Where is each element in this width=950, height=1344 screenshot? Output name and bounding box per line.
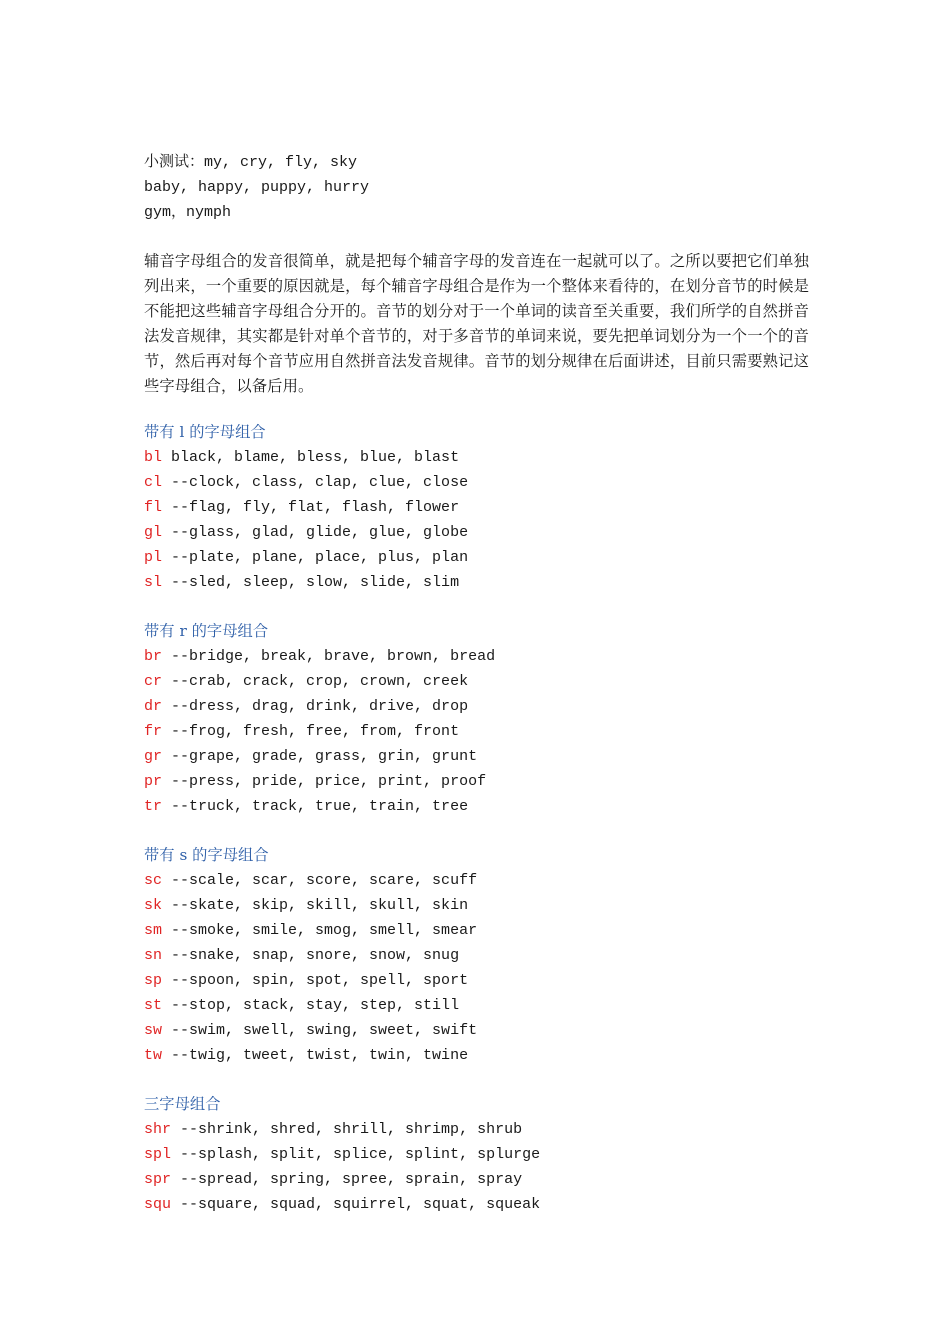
section-r-combos	[144, 619, 809, 819]
combo-row	[144, 1167, 809, 1192]
example-words: --snake, snap, snore, snow, snug	[162, 947, 460, 964]
combo-letters: sc	[144, 872, 163, 889]
combo-row	[144, 470, 809, 495]
example-words: --grape, grade, grass, grin, grunt	[162, 748, 478, 765]
section-three-letter-combos	[144, 1092, 809, 1217]
example-words: --plate, plane, place, plus, plan	[162, 549, 469, 566]
quiz-block	[144, 150, 809, 225]
example-words: --truck, track, true, train, tree	[162, 798, 469, 815]
combo-row	[144, 744, 809, 769]
example-words: --shrink, shred, shrill, shrimp, shrub	[171, 1121, 523, 1138]
combo-letters: gl	[144, 524, 163, 541]
combo-row	[144, 545, 809, 570]
example-words: --skate, skip, skill, skull, skin	[162, 897, 469, 914]
example-words: --splash, split, splice, splint, splurge	[171, 1146, 541, 1163]
combo-letters: cr	[144, 673, 163, 690]
combo-letters: sp	[144, 972, 163, 989]
combo-letters: squ	[144, 1196, 172, 1213]
example-words: --flag, fly, flat, flash, flower	[162, 499, 460, 516]
combo-row	[144, 918, 809, 943]
combo-row	[144, 1142, 809, 1167]
example-words: --spoon, spin, spot, spell, sport	[162, 972, 469, 989]
example-words: --bridge, break, brave, brown, bread	[162, 648, 496, 665]
combo-row	[144, 1192, 809, 1217]
section-s-combos	[144, 843, 809, 1068]
combo-row	[144, 1018, 809, 1043]
intro-paragraph: 辅音字母组合的发音很简单，就是把每个辅音字母的发音连在一起就可以了。之所以要把它们单独列出来，一个重要的原因就是，每个辅音字母组合是作为一个整体来看待的，在划分音节的时候是不能把这些辅音字母组合分开的。音节的划分对于一个单词的读音至关重要，我们所学的自然拼音法发音规律，其实都是针对单个音节的，对于多音节的单词来说，要先把单词划分为一个一个的音节，然后再对每个音节应用自然拼音法发音规律。音节的划分规律在后面讲述，目前只需要熟记这些字母组合，以备后用。	[144, 252, 809, 395]
example-words: --square, squad, squirrel, squat, squeak	[171, 1196, 541, 1213]
combo-row	[144, 570, 809, 595]
quiz-line: baby, happy, puppy, hurry	[144, 179, 370, 196]
example-words: --frog, fresh, free, from, front	[162, 723, 460, 740]
example-words: --swim, swell, swing, sweet, swift	[162, 1022, 478, 1039]
example-words: --dress, drag, drink, drive, drop	[162, 698, 469, 715]
combo-row	[144, 943, 809, 968]
document-page	[144, 150, 809, 1241]
combo-row	[144, 769, 809, 794]
combo-letters: bl	[144, 449, 163, 466]
combo-row	[144, 520, 809, 545]
combo-letters: gr	[144, 748, 163, 765]
example-words: --spread, spring, spree, sprain, spray	[171, 1171, 523, 1188]
combo-row	[144, 893, 809, 918]
combo-letters: pl	[144, 549, 163, 566]
combo-letters: spr	[144, 1171, 172, 1188]
example-words: --press, pride, price, print, proof	[162, 773, 487, 790]
example-words: --smoke, smile, smog, smell, smear	[162, 922, 478, 939]
example-words: --sled, sleep, slow, slide, slim	[162, 574, 460, 591]
combo-letters: br	[144, 648, 163, 665]
example-words: --glass, glad, glide, glue, globe	[162, 524, 469, 541]
combo-row	[144, 719, 809, 744]
example-words: --twig, tweet, twist, twin, twine	[162, 1047, 469, 1064]
combo-row	[144, 968, 809, 993]
combo-letters: shr	[144, 1121, 172, 1138]
combo-letters: sl	[144, 574, 163, 591]
combo-letters: st	[144, 997, 163, 1014]
combo-row	[144, 993, 809, 1018]
combo-row	[144, 1043, 809, 1068]
combo-letters: fl	[144, 499, 163, 516]
quiz-line: gym，nymph	[144, 204, 232, 221]
combo-row	[144, 868, 809, 893]
example-words: black, blame, bless, blue, blast	[162, 449, 460, 466]
combo-row	[144, 669, 809, 694]
combo-row	[144, 794, 809, 819]
combo-letters: pr	[144, 773, 163, 790]
combo-letters: tr	[144, 798, 163, 815]
combo-letters: dr	[144, 698, 163, 715]
section-heading: 带有 s 的字母组合	[144, 846, 269, 864]
example-words: --crab, crack, crop, crown, creek	[162, 673, 469, 690]
combo-letters: fr	[144, 723, 163, 740]
section-heading: 带有 l 的字母组合	[144, 423, 266, 441]
combo-row	[144, 644, 809, 669]
quiz-line: 小测试：my, cry, fly, sky	[144, 154, 358, 171]
example-words: --scale, scar, score, scare, scuff	[162, 872, 478, 889]
combo-row	[144, 495, 809, 520]
combo-row	[144, 1117, 809, 1142]
combo-letters: sm	[144, 922, 163, 939]
combo-letters: sn	[144, 947, 163, 964]
section-heading: 三字母组合	[144, 1095, 221, 1113]
example-words: --clock, class, clap, clue, close	[162, 474, 469, 491]
example-words: --stop, stack, stay, step, still	[162, 997, 460, 1014]
combo-row	[144, 445, 809, 470]
combo-letters: spl	[144, 1146, 172, 1163]
section-heading: 带有 r 的字母组合	[144, 622, 269, 640]
combo-letters: sk	[144, 897, 163, 914]
section-l-combos	[144, 420, 809, 595]
combo-letters: sw	[144, 1022, 163, 1039]
combo-letters: tw	[144, 1047, 163, 1064]
combo-row	[144, 694, 809, 719]
combo-letters: cl	[144, 474, 163, 491]
